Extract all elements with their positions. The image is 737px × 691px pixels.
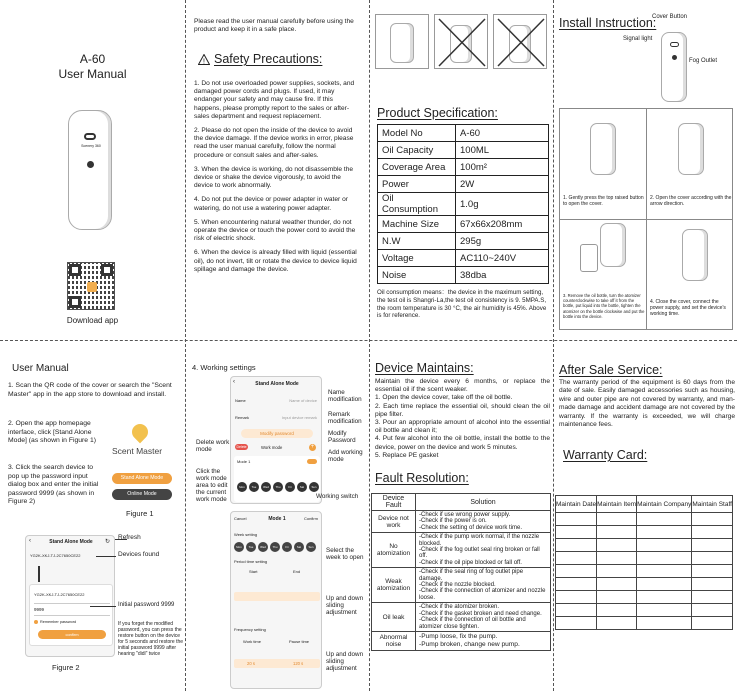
app-name: Scent Master (112, 446, 163, 456)
day-chip[interactable]: Fri (285, 482, 295, 492)
fault-row (372, 533, 551, 568)
week-setting-label: Week setting (234, 532, 258, 537)
day-chip[interactable]: Tue (249, 482, 259, 492)
callout-cover-button: Cover Button (652, 14, 688, 20)
spec-label: Model No (378, 125, 456, 142)
spec-table (377, 124, 549, 284)
warranty-cell[interactable] (692, 578, 733, 591)
day-chip[interactable]: Sat (294, 542, 304, 552)
figure1-caption: Figure 1 (126, 509, 154, 518)
spec-value: A-60 (456, 125, 549, 142)
um-step2: 2. Open the app homepage interface, click [Stand Alone Mode] (as shown in Figure 1) (8, 420, 97, 444)
warranty-cell[interactable] (637, 526, 692, 539)
warranty-cell[interactable] (597, 578, 637, 591)
warranty-cell[interactable] (597, 617, 637, 630)
work-mode-label: Work mode (261, 445, 283, 450)
device-logo-text: Scenery 360 (81, 144, 101, 148)
aftersale-panel (555, 341, 737, 691)
callout-delete: Delete work mode (196, 439, 230, 453)
warranty-cell[interactable] (692, 513, 733, 526)
warranty-row (556, 526, 733, 539)
warranty-cell[interactable] (637, 539, 692, 552)
mode1-days (237, 482, 319, 492)
callout-updown-frequency: Up and down sliding adjustment (326, 651, 364, 672)
spec-label: Machine Size (378, 216, 456, 233)
callout-remark: Remark modification (328, 411, 362, 425)
warranty-cell[interactable] (637, 578, 692, 591)
oil-bottle-icon (580, 244, 598, 272)
add-mode-icon[interactable]: + (310, 444, 315, 450)
warranty-cell[interactable] (597, 604, 637, 617)
maintain-step: 2. Each time replace the essential oil, should clean the oil pipe filter. (375, 402, 550, 418)
start-label: Start (249, 569, 258, 574)
online-mode-button[interactable]: Online Mode (112, 489, 172, 500)
callout-signal-light: Signal light (623, 36, 653, 42)
password-input[interactable]: 9999 (34, 607, 45, 612)
modify-password-button[interactable]: Modify password (241, 429, 313, 438)
confirm-button[interactable]: confirm (38, 630, 106, 639)
warning-image-1 (375, 14, 429, 69)
solution-line: -Check if the power is on. (419, 518, 487, 525)
callout-week: Select the week to open (326, 547, 364, 561)
solution-line: -Pump broken, change new pump. (419, 640, 520, 648)
callout-fog-outlet: Fog Outlet (689, 58, 718, 64)
qr-code-icon[interactable] (67, 262, 115, 310)
install-steps-grid (559, 108, 733, 330)
pause-time-label: Pause time (289, 639, 310, 644)
day-chip[interactable]: Wed (261, 482, 271, 492)
warranty-cell[interactable] (597, 539, 637, 552)
step2-image (678, 123, 704, 175)
fault-table (371, 493, 551, 651)
warranty-col: Maintain Staff (692, 496, 733, 513)
warranty-row (556, 578, 733, 591)
warranty-row (556, 604, 733, 617)
fault-solution (416, 533, 551, 568)
safety-item: 2. Please do not open the inside of the device to avoid the device damage. If the device works in error, please read the user manual carefully, follow the normal procedure or consult sales and after-sales. (194, 127, 354, 159)
day-chip[interactable]: Sun (306, 542, 316, 552)
end-label: End (293, 569, 301, 574)
day-chip[interactable]: Mon (237, 482, 247, 492)
warranty-cell[interactable] (556, 578, 597, 591)
freq-setting-label: Frequency setting (234, 627, 266, 632)
warranty-cell[interactable] (556, 604, 597, 617)
warranty-row (556, 565, 733, 578)
install-step: 4. Close the cover, connect the power supply, and set the device's working time. (650, 299, 726, 317)
app-logo-icon (129, 421, 152, 444)
fault-solution (416, 511, 551, 533)
spec-row (378, 125, 549, 142)
remember-label: Remember password (40, 620, 77, 624)
maintain-panel (371, 341, 552, 691)
period-setting-label: Period time setting (234, 559, 268, 564)
devices-leader (96, 556, 116, 557)
day-chip[interactable]: Mon (234, 542, 244, 552)
device-diagram (661, 32, 687, 102)
warranty-cell[interactable] (597, 526, 637, 539)
logo-icon (84, 133, 96, 140)
maintain-step: 5. Replace PE gasket (375, 451, 439, 459)
warranty-cell[interactable] (692, 591, 733, 604)
warranty-row (556, 591, 733, 604)
solution-line: -Check if the fog outlet seal ring broken or fall off. (419, 547, 540, 560)
warranty-cell[interactable] (637, 617, 692, 630)
solution-line: -Check if the oil pipe blocked or fall off. (419, 559, 522, 566)
aftersale-text: The warranty period of the equipment is 60 days from the date of sale. Easily damaged accessories such as housing, wire and outer pipe are not covered by warranty, and man-made damage and accident damage are not covered by the warranty. If the warranty is exceeded, we will charge maintenance fees. (559, 379, 735, 429)
warranty-cell[interactable] (692, 552, 733, 565)
spec-value: 38dba (456, 267, 549, 284)
callout-updown-period: Up and down sliding adjustment (326, 595, 364, 616)
maintain-step: 1. Open the device cover, take off the oil bottle. (375, 394, 513, 402)
warranty-row (556, 552, 733, 565)
fault-solution (416, 568, 551, 603)
download-app-label: Download app (66, 316, 119, 325)
solution-line: -Pump loose, fix the pump. (419, 632, 498, 640)
user-manual-panel (0, 341, 185, 691)
maintain-step: 4. Put few alcohol into the oil bottle, install the bottle to the device, power on the device and work 5 minutes. (375, 435, 550, 451)
callout-name: Name modification (328, 389, 362, 403)
day-chip[interactable]: Sat (297, 482, 307, 492)
working-switch[interactable] (307, 459, 317, 464)
fault-name: Abnormal noise (372, 631, 416, 650)
warranty-cell[interactable] (556, 539, 597, 552)
col-device-fault: Device Fault (372, 494, 416, 511)
warranty-row (556, 617, 733, 630)
safety-list (194, 80, 360, 274)
maintain-intro: Maintain the device every 6 months, or replace the essential oil if the scent weaker. (375, 378, 550, 394)
fault-row (372, 631, 551, 650)
warranty-row (556, 539, 733, 552)
name-input[interactable]: Name of device (289, 398, 317, 403)
confirm-button[interactable]: Confirm (303, 516, 318, 521)
install-panel (555, 0, 737, 340)
spec-label: Power (378, 176, 456, 193)
install-heading: Install Instruction: (559, 16, 657, 30)
warning-image-2 (434, 14, 488, 69)
fault-name: No atomization (372, 533, 416, 568)
fig2-screen-title: Stand Alone Mode (49, 539, 93, 545)
spec-label: Oil Consumption (378, 193, 456, 216)
working-screen1 (230, 376, 322, 504)
solution-line: -Check if the nozzle blocked. (419, 582, 496, 589)
work-mode-card[interactable] (234, 456, 320, 502)
safety-panel (194, 18, 364, 340)
spec-value: 100m² (456, 159, 549, 176)
stand-alone-mode-button[interactable]: Stand Alone Mode (112, 473, 172, 484)
install-step: 1. Gently press the top raised button to open the cover. (563, 195, 644, 207)
device-illustration (68, 110, 112, 230)
maintain-heading: Device Maintains: (375, 361, 474, 375)
warranty-col: Maintain Item (597, 496, 637, 513)
remark-input[interactable]: Input device remark (281, 415, 317, 420)
cancel-button[interactable]: Cancel (234, 516, 247, 521)
spec-row (378, 233, 549, 250)
day-chip[interactable]: Fri (282, 542, 292, 552)
name-label: Name (235, 398, 246, 403)
warranty-cell[interactable] (637, 565, 692, 578)
warranty-cell[interactable] (637, 513, 692, 526)
fig2-device-field: YG2K-XKJ-TJ-2C7650CE22 (34, 592, 85, 597)
screen2-title: Mode 1 (268, 516, 286, 522)
work-time-value[interactable]: 20 s (247, 661, 255, 666)
spec-note: Oil consumption means：the device in the maximum setting, the test oil is Shangri-La,the test oil consistency is 9. 5MPA.S, the room temperature is 30 °C, the air humidity is 45%. Above is for reference. (377, 289, 547, 320)
time-picker-wheel[interactable] (234, 592, 320, 601)
warranty-cell[interactable] (637, 604, 692, 617)
safety-heading: Safety Precautions: (214, 52, 323, 66)
fault-row (372, 568, 551, 603)
day-chip[interactable]: Thu (270, 542, 280, 552)
fault-solution (416, 631, 551, 650)
remark-label: Remark (235, 415, 250, 420)
solution-line: -Check the setting of device work time. (419, 524, 523, 531)
column-divider (369, 0, 370, 691)
safety-heading-row (198, 52, 322, 66)
spec-row (378, 176, 549, 193)
cover-title (0, 52, 185, 82)
warranty-cell[interactable] (637, 552, 692, 565)
spec-row (378, 267, 549, 284)
warranty-cell[interactable] (556, 591, 597, 604)
forget-password-note: If you forget the modified password, you can press the restore button on the device for 5 seconds and restore the initial password 9999 after hearing "didi" twice (118, 621, 184, 657)
warning-icon (198, 54, 210, 65)
day-chip[interactable]: Tue (246, 542, 256, 552)
warranty-cell[interactable] (597, 591, 637, 604)
warranty-cell[interactable] (692, 617, 733, 630)
password-dialog (29, 584, 113, 646)
aftersale-heading: After Sale Service: (559, 363, 663, 377)
spec-label: N.W (378, 233, 456, 250)
work-time-label: Work time (243, 639, 261, 644)
warranty-cell[interactable] (692, 565, 733, 578)
screen1-title: Stand Alone Mode (255, 381, 299, 387)
fault-name: Weak atomization (372, 568, 416, 603)
safety-item: 3. When the device is working, do not disassemble the device or shake the device vigorously, to avoid the device to work abnormally. (194, 165, 354, 190)
refresh-icon[interactable]: ↻ (104, 539, 110, 545)
spec-label: Coverage Area (378, 159, 456, 176)
cover-subtitle: User Manual (58, 67, 127, 81)
um-step3: 3. Click the search device to pop up the password input dialog box and enter the initial password 9999 (as shown in Figure 2) (8, 464, 99, 505)
svg-text:!: ! (203, 58, 205, 65)
install-step: 2. Open the cover according with the arrow direction. (650, 195, 732, 207)
warranty-cell[interactable] (692, 604, 733, 617)
spec-value: 1.0g (456, 193, 549, 216)
step3-image (600, 223, 626, 267)
user-manual-heading: User Manual (12, 363, 69, 374)
spec-row (378, 216, 549, 233)
spec-value: 2W (456, 176, 549, 193)
warranty-cell[interactable] (692, 539, 733, 552)
spec-label: Voltage (378, 250, 456, 267)
signal-light-icon (87, 161, 94, 168)
spec-label: Oil Capacity (378, 142, 456, 159)
warranty-cell[interactable] (556, 552, 597, 565)
pause-time-value[interactable]: 120 s (293, 661, 304, 666)
back-icon[interactable]: ‹ (233, 379, 235, 385)
col-solution: Solution (416, 494, 551, 511)
fault-row (372, 603, 551, 632)
week-day-selector (234, 542, 316, 552)
solution-line: -Check if the pump work normal, if the nozzle blocked. (419, 534, 540, 547)
step1-image (590, 123, 616, 175)
initial-password-callout: Initial password 9999 (118, 602, 175, 608)
working-screen2 (230, 511, 322, 689)
warranty-table (555, 495, 733, 630)
spec-value: 295g (456, 233, 549, 250)
safety-intro: Please read the user manual carefully before using the product and keep it in a safe place. (194, 18, 354, 34)
callout-switch: Working switch (316, 493, 359, 500)
fault-heading: Fault Resolution: (375, 471, 469, 485)
devices-found-callout: Devices found (118, 551, 160, 558)
cover-panel (0, 0, 185, 340)
down-arrow-icon (38, 566, 40, 582)
warranty-cell[interactable] (597, 513, 637, 526)
safety-item: 5. When encountering natural weather thunder, do not operate the device or touch the power cord to avoid the risk of electric shock. (194, 218, 356, 243)
password-leader (90, 606, 116, 607)
safety-item: 6. When the device is already filled with liquid (essential oil), do not invert, tilt or rotate the device to device liquid spillage and damage the device. (194, 249, 357, 273)
fault-name: Oil leak (372, 603, 416, 632)
warranty-col: Maintain Company (637, 496, 692, 513)
spec-value: 67x66x208mm (456, 216, 549, 233)
warranty-cell[interactable] (556, 526, 597, 539)
install-step: 3. Remove the oil bottle, turn the atomizer counterclockwise to take off it from the bottle, put liquid into the bottle, tighten the atomizer on the bottle clockwise and put the bottle into the device. (563, 293, 645, 319)
spec-value: AC110~240V (456, 250, 549, 267)
spec-row (378, 193, 549, 216)
fault-name: Device not work (372, 511, 416, 533)
warranty-cell[interactable] (637, 591, 692, 604)
warranty-col: Maintain Date (556, 496, 597, 513)
day-chip[interactable]: Sun (309, 482, 319, 492)
fig2-device-row[interactable]: YG2K-XKJ-TJ-2C7650CE22 (30, 553, 81, 558)
working-settings-panel (186, 341, 369, 691)
warranty-heading: Warranty Card: (563, 448, 648, 462)
warranty-cell[interactable] (556, 513, 597, 526)
working-heading: 4. Working settings (192, 363, 256, 372)
cover-model: A-60 (79, 52, 106, 66)
figure2-phone (25, 535, 115, 657)
column-divider (553, 0, 554, 691)
spec-row (378, 142, 549, 159)
callout-modify: Modify Password (328, 430, 356, 444)
refresh-callout: Refresh (118, 534, 141, 541)
spec-row (378, 250, 549, 267)
delete-button[interactable]: Delete (236, 445, 247, 449)
mode1-label: Mode 1 (237, 459, 251, 464)
solution-line: -Check if the atomizer broken. (419, 604, 500, 611)
callout-add: Add working mode (328, 449, 363, 463)
spec-value: 100ML (456, 142, 549, 159)
solution-line: -Check if the connection of atomizer and nozzle loose. (419, 588, 546, 601)
warranty-cell[interactable] (597, 552, 637, 565)
step4-image (682, 229, 708, 281)
callout-click: Click the work mode area to edit the current work mode (196, 468, 228, 503)
remember-checkbox[interactable] (34, 620, 38, 624)
safety-item: 4. Do not put the device or power adapter in water or watering, do not use a watering power adapter. (194, 196, 348, 212)
day-chip[interactable]: Wed (258, 542, 268, 552)
solution-line: -Check if the gasket broken and need change. (419, 610, 542, 617)
spec-row (378, 159, 549, 176)
warranty-row (556, 513, 733, 526)
solution-line: -Check if use wrong power supply. (419, 512, 511, 518)
spec-panel (371, 0, 552, 340)
warranty-cell[interactable] (556, 565, 597, 578)
figure2-caption: Figure 2 (52, 663, 80, 672)
warranty-cell[interactable] (692, 526, 733, 539)
day-chip[interactable]: Thu (273, 482, 283, 492)
maintain-text (375, 378, 550, 460)
spec-label: Noise (378, 267, 456, 284)
warranty-cell[interactable] (597, 565, 637, 578)
warranty-cell[interactable] (556, 617, 597, 630)
safety-item: 1. Do not use overloaded power supplies, sockets, and damaged power cords and plugs. If used, it may endanger your safety and may cause fire. If this happens, please promptly report to the sales or after-sales department and request replacement. (194, 80, 355, 120)
solution-line: -Check if the seal ring of fog outlet pipe damage. (419, 569, 524, 582)
warning-image-3 (493, 14, 547, 69)
um-step1: 1. Scan the QR code of the cover or search the "Scent Master" app in the app store to download and install. (8, 382, 172, 398)
spec-heading: Product Specification: (377, 106, 498, 120)
back-icon[interactable]: ‹ (29, 538, 31, 544)
fault-solution (416, 603, 551, 632)
solution-line: -Check if the connection of oil bottle and atomizer close tighten. (419, 617, 526, 630)
maintain-step: 3. Pour an appropriate amount of alcohol into the essential oil bottle and clean it; (375, 419, 550, 435)
fault-row (372, 511, 551, 533)
